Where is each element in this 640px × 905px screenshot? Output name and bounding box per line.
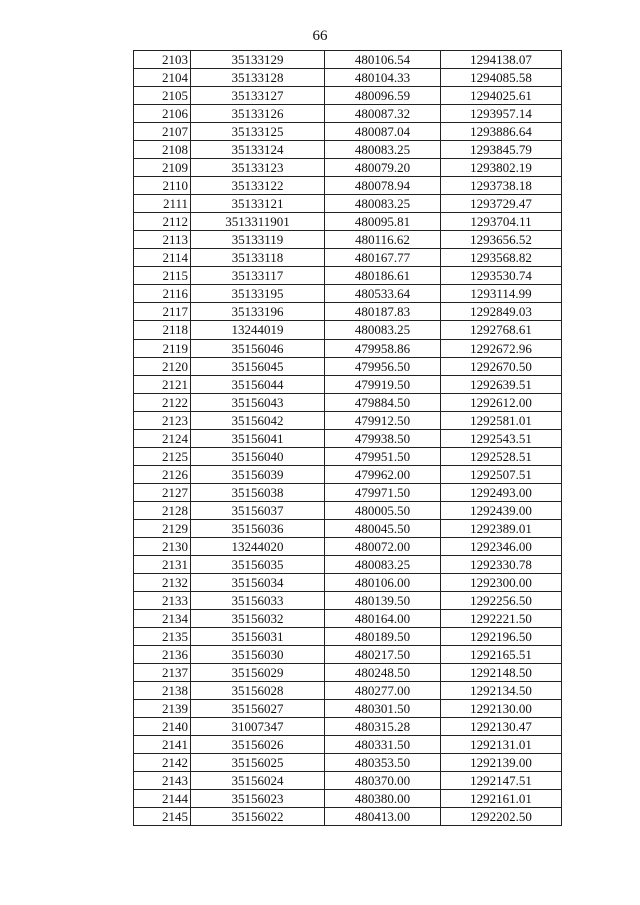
row-number-cell: 2118 bbox=[134, 321, 191, 339]
table-row bbox=[134, 321, 562, 339]
x-coordinate-cell: 480079.20 bbox=[325, 159, 441, 177]
x-coordinate-cell: 480083.25 bbox=[325, 195, 441, 213]
point-id-cell: 35133128 bbox=[191, 69, 325, 87]
table-row bbox=[134, 664, 562, 682]
y-coordinate-cell: 1292612.00 bbox=[441, 393, 562, 411]
point-id-cell: 35133118 bbox=[191, 249, 325, 267]
x-coordinate-cell: 480186.61 bbox=[325, 267, 441, 285]
point-id-cell: 35156029 bbox=[191, 664, 325, 682]
x-coordinate-cell: 480217.50 bbox=[325, 646, 441, 664]
point-id-cell: 35156026 bbox=[191, 736, 325, 754]
point-id-cell: 35133124 bbox=[191, 141, 325, 159]
x-coordinate-cell: 480277.00 bbox=[325, 682, 441, 700]
x-coordinate-cell: 480189.50 bbox=[325, 628, 441, 646]
table-row bbox=[134, 411, 562, 429]
point-id-cell: 3513311901 bbox=[191, 213, 325, 231]
row-number-cell: 2106 bbox=[134, 105, 191, 123]
x-coordinate-cell: 480164.00 bbox=[325, 609, 441, 627]
row-number-cell: 2115 bbox=[134, 267, 191, 285]
point-id-cell: 35133121 bbox=[191, 195, 325, 213]
x-coordinate-cell: 480083.25 bbox=[325, 141, 441, 159]
y-coordinate-cell: 1292256.50 bbox=[441, 591, 562, 609]
point-id-cell: 35133129 bbox=[191, 51, 325, 69]
y-coordinate-cell: 1293729.47 bbox=[441, 195, 562, 213]
row-number-cell: 2129 bbox=[134, 519, 191, 537]
y-coordinate-cell: 1293656.52 bbox=[441, 231, 562, 249]
row-number-cell: 2142 bbox=[134, 754, 191, 772]
table-row bbox=[134, 573, 562, 591]
point-id-cell: 35156041 bbox=[191, 429, 325, 447]
row-number-cell: 2139 bbox=[134, 700, 191, 718]
x-coordinate-cell: 480413.00 bbox=[325, 808, 441, 826]
point-id-cell: 35156043 bbox=[191, 393, 325, 411]
y-coordinate-cell: 1292134.50 bbox=[441, 682, 562, 700]
x-coordinate-cell: 480096.59 bbox=[325, 87, 441, 105]
point-id-cell: 35156042 bbox=[191, 411, 325, 429]
row-number-cell: 2135 bbox=[134, 628, 191, 646]
table-row bbox=[134, 682, 562, 700]
x-coordinate-cell: 480353.50 bbox=[325, 754, 441, 772]
table-row bbox=[134, 357, 562, 375]
row-number-cell: 2143 bbox=[134, 772, 191, 790]
point-id-cell: 35133117 bbox=[191, 267, 325, 285]
y-coordinate-cell: 1292165.51 bbox=[441, 646, 562, 664]
table-row bbox=[134, 105, 562, 123]
point-id-cell: 35156046 bbox=[191, 339, 325, 357]
x-coordinate-cell: 480248.50 bbox=[325, 664, 441, 682]
row-number-cell: 2125 bbox=[134, 447, 191, 465]
row-number-cell: 2122 bbox=[134, 393, 191, 411]
y-coordinate-cell: 1293114.99 bbox=[441, 285, 562, 303]
point-id-cell: 35133125 bbox=[191, 123, 325, 141]
y-coordinate-cell: 1294085.58 bbox=[441, 69, 562, 87]
row-number-cell: 2119 bbox=[134, 339, 191, 357]
x-coordinate-cell: 480087.04 bbox=[325, 123, 441, 141]
table-row bbox=[134, 87, 562, 105]
row-number-cell: 2134 bbox=[134, 609, 191, 627]
point-id-cell: 35156024 bbox=[191, 772, 325, 790]
y-coordinate-cell: 1292147.51 bbox=[441, 772, 562, 790]
x-coordinate-cell: 479951.50 bbox=[325, 447, 441, 465]
table-row bbox=[134, 790, 562, 808]
y-coordinate-cell: 1292581.01 bbox=[441, 411, 562, 429]
y-coordinate-cell: 1292346.00 bbox=[441, 537, 562, 555]
row-number-cell: 2117 bbox=[134, 303, 191, 321]
table-row bbox=[134, 177, 562, 195]
y-coordinate-cell: 1293568.82 bbox=[441, 249, 562, 267]
x-coordinate-cell: 480078.94 bbox=[325, 177, 441, 195]
y-coordinate-cell: 1292849.03 bbox=[441, 303, 562, 321]
y-coordinate-cell: 1294138.07 bbox=[441, 51, 562, 69]
x-coordinate-cell: 480187.83 bbox=[325, 303, 441, 321]
point-id-cell: 35156032 bbox=[191, 609, 325, 627]
x-coordinate-cell: 480380.00 bbox=[325, 790, 441, 808]
table-row bbox=[134, 285, 562, 303]
y-coordinate-cell: 1292672.96 bbox=[441, 339, 562, 357]
point-id-cell: 35133126 bbox=[191, 105, 325, 123]
point-id-cell: 13244019 bbox=[191, 321, 325, 339]
table-row bbox=[134, 537, 562, 555]
y-coordinate-cell: 1292528.51 bbox=[441, 447, 562, 465]
y-coordinate-cell: 1292139.00 bbox=[441, 754, 562, 772]
x-coordinate-cell: 480106.00 bbox=[325, 573, 441, 591]
table-row bbox=[134, 51, 562, 69]
table-row bbox=[134, 718, 562, 736]
row-number-cell: 2112 bbox=[134, 213, 191, 231]
point-id-cell: 35156023 bbox=[191, 790, 325, 808]
point-id-cell: 35156038 bbox=[191, 483, 325, 501]
table-row bbox=[134, 808, 562, 826]
table-row bbox=[134, 339, 562, 357]
row-number-cell: 2121 bbox=[134, 375, 191, 393]
row-number-cell: 2120 bbox=[134, 357, 191, 375]
row-number-cell: 2109 bbox=[134, 159, 191, 177]
x-coordinate-cell: 479884.50 bbox=[325, 393, 441, 411]
x-coordinate-cell: 480167.77 bbox=[325, 249, 441, 267]
point-id-cell: 35156040 bbox=[191, 447, 325, 465]
point-id-cell: 13244020 bbox=[191, 537, 325, 555]
y-coordinate-cell: 1292202.50 bbox=[441, 808, 562, 826]
row-number-cell: 2130 bbox=[134, 537, 191, 555]
x-coordinate-cell: 480095.81 bbox=[325, 213, 441, 231]
y-coordinate-cell: 1292639.51 bbox=[441, 375, 562, 393]
y-coordinate-cell: 1292161.01 bbox=[441, 790, 562, 808]
coordinates-table-body bbox=[134, 51, 562, 826]
x-coordinate-cell: 479938.50 bbox=[325, 429, 441, 447]
x-coordinate-cell: 480533.64 bbox=[325, 285, 441, 303]
x-coordinate-cell: 479919.50 bbox=[325, 375, 441, 393]
point-id-cell: 35133122 bbox=[191, 177, 325, 195]
point-id-cell: 35133119 bbox=[191, 231, 325, 249]
row-number-cell: 2131 bbox=[134, 555, 191, 573]
table-row bbox=[134, 159, 562, 177]
point-id-cell: 35133196 bbox=[191, 303, 325, 321]
table-row bbox=[134, 555, 562, 573]
x-coordinate-cell: 480083.25 bbox=[325, 555, 441, 573]
x-coordinate-cell: 479958.86 bbox=[325, 339, 441, 357]
table-row bbox=[134, 69, 562, 87]
point-id-cell: 35156028 bbox=[191, 682, 325, 700]
y-coordinate-cell: 1292130.00 bbox=[441, 700, 562, 718]
y-coordinate-cell: 1292300.00 bbox=[441, 573, 562, 591]
row-number-cell: 2145 bbox=[134, 808, 191, 826]
row-number-cell: 2124 bbox=[134, 429, 191, 447]
point-id-cell: 35156030 bbox=[191, 646, 325, 664]
y-coordinate-cell: 1293530.74 bbox=[441, 267, 562, 285]
table-row bbox=[134, 231, 562, 249]
row-number-cell: 2132 bbox=[134, 573, 191, 591]
y-coordinate-cell: 1293957.14 bbox=[441, 105, 562, 123]
y-coordinate-cell: 1292148.50 bbox=[441, 664, 562, 682]
row-number-cell: 2126 bbox=[134, 465, 191, 483]
point-id-cell: 35156031 bbox=[191, 628, 325, 646]
x-coordinate-cell: 480045.50 bbox=[325, 519, 441, 537]
point-id-cell: 35156034 bbox=[191, 573, 325, 591]
y-coordinate-cell: 1293738.18 bbox=[441, 177, 562, 195]
x-coordinate-cell: 480370.00 bbox=[325, 772, 441, 790]
x-coordinate-cell: 479956.50 bbox=[325, 357, 441, 375]
row-number-cell: 2127 bbox=[134, 483, 191, 501]
y-coordinate-cell: 1292439.00 bbox=[441, 501, 562, 519]
table-row bbox=[134, 646, 562, 664]
point-id-cell: 35156025 bbox=[191, 754, 325, 772]
row-number-cell: 2107 bbox=[134, 123, 191, 141]
table-row bbox=[134, 736, 562, 754]
row-number-cell: 2137 bbox=[134, 664, 191, 682]
x-coordinate-cell: 480116.62 bbox=[325, 231, 441, 249]
table-row bbox=[134, 123, 562, 141]
row-number-cell: 2110 bbox=[134, 177, 191, 195]
table-row bbox=[134, 754, 562, 772]
x-coordinate-cell: 480005.50 bbox=[325, 501, 441, 519]
table-row bbox=[134, 249, 562, 267]
y-coordinate-cell: 1293845.79 bbox=[441, 141, 562, 159]
table-row bbox=[134, 393, 562, 411]
y-coordinate-cell: 1292768.61 bbox=[441, 321, 562, 339]
row-number-cell: 2114 bbox=[134, 249, 191, 267]
x-coordinate-cell: 480072.00 bbox=[325, 537, 441, 555]
y-coordinate-cell: 1292670.50 bbox=[441, 357, 562, 375]
y-coordinate-cell: 1292507.51 bbox=[441, 465, 562, 483]
row-number-cell: 2104 bbox=[134, 69, 191, 87]
x-coordinate-cell: 480087.32 bbox=[325, 105, 441, 123]
point-id-cell: 35156037 bbox=[191, 501, 325, 519]
row-number-cell: 2138 bbox=[134, 682, 191, 700]
table-row bbox=[134, 375, 562, 393]
table-row bbox=[134, 609, 562, 627]
table-row bbox=[134, 519, 562, 537]
point-id-cell: 35156022 bbox=[191, 808, 325, 826]
y-coordinate-cell: 1292221.50 bbox=[441, 609, 562, 627]
x-coordinate-cell: 480106.54 bbox=[325, 51, 441, 69]
y-coordinate-cell: 1293886.64 bbox=[441, 123, 562, 141]
table-row bbox=[134, 429, 562, 447]
x-coordinate-cell: 480139.50 bbox=[325, 591, 441, 609]
row-number-cell: 2108 bbox=[134, 141, 191, 159]
point-id-cell: 35156035 bbox=[191, 555, 325, 573]
row-number-cell: 2128 bbox=[134, 501, 191, 519]
row-number-cell: 2105 bbox=[134, 87, 191, 105]
y-coordinate-cell: 1292196.50 bbox=[441, 628, 562, 646]
table-row bbox=[134, 772, 562, 790]
table-row bbox=[134, 267, 562, 285]
table-row bbox=[134, 447, 562, 465]
row-number-cell: 2113 bbox=[134, 231, 191, 249]
y-coordinate-cell: 1293802.19 bbox=[441, 159, 562, 177]
x-coordinate-cell: 480104.33 bbox=[325, 69, 441, 87]
table-row bbox=[134, 591, 562, 609]
y-coordinate-cell: 1292543.51 bbox=[441, 429, 562, 447]
y-coordinate-cell: 1293704.11 bbox=[441, 213, 562, 231]
point-id-cell: 35156027 bbox=[191, 700, 325, 718]
point-id-cell: 35133195 bbox=[191, 285, 325, 303]
table-row bbox=[134, 195, 562, 213]
x-coordinate-cell: 479912.50 bbox=[325, 411, 441, 429]
point-id-cell: 35156033 bbox=[191, 591, 325, 609]
point-id-cell: 35156045 bbox=[191, 357, 325, 375]
y-coordinate-cell: 1294025.61 bbox=[441, 87, 562, 105]
point-id-cell: 35156036 bbox=[191, 519, 325, 537]
row-number-cell: 2133 bbox=[134, 591, 191, 609]
x-coordinate-cell: 479962.00 bbox=[325, 465, 441, 483]
y-coordinate-cell: 1292389.01 bbox=[441, 519, 562, 537]
row-number-cell: 2141 bbox=[134, 736, 191, 754]
table-row bbox=[134, 628, 562, 646]
y-coordinate-cell: 1292131.01 bbox=[441, 736, 562, 754]
x-coordinate-cell: 480331.50 bbox=[325, 736, 441, 754]
x-coordinate-cell: 480315.28 bbox=[325, 718, 441, 736]
point-id-cell: 31007347 bbox=[191, 718, 325, 736]
table-row bbox=[134, 465, 562, 483]
point-id-cell: 35156039 bbox=[191, 465, 325, 483]
table-row bbox=[134, 213, 562, 231]
row-number-cell: 2136 bbox=[134, 646, 191, 664]
x-coordinate-cell: 480083.25 bbox=[325, 321, 441, 339]
row-number-cell: 2144 bbox=[134, 790, 191, 808]
y-coordinate-cell: 1292130.47 bbox=[441, 718, 562, 736]
table-row bbox=[134, 141, 562, 159]
row-number-cell: 2123 bbox=[134, 411, 191, 429]
table-row bbox=[134, 501, 562, 519]
point-id-cell: 35133127 bbox=[191, 87, 325, 105]
point-id-cell: 35133123 bbox=[191, 159, 325, 177]
y-coordinate-cell: 1292330.78 bbox=[441, 555, 562, 573]
row-number-cell: 2111 bbox=[134, 195, 191, 213]
page-number: 66 bbox=[312, 28, 328, 44]
point-id-cell: 35156044 bbox=[191, 375, 325, 393]
row-number-cell: 2103 bbox=[134, 51, 191, 69]
table-row bbox=[134, 483, 562, 501]
y-coordinate-cell: 1292493.00 bbox=[441, 483, 562, 501]
table-row bbox=[134, 303, 562, 321]
x-coordinate-cell: 480301.50 bbox=[325, 700, 441, 718]
row-number-cell: 2116 bbox=[134, 285, 191, 303]
row-number-cell: 2140 bbox=[134, 718, 191, 736]
coordinates-table bbox=[133, 50, 562, 826]
x-coordinate-cell: 479971.50 bbox=[325, 483, 441, 501]
table-row bbox=[134, 700, 562, 718]
